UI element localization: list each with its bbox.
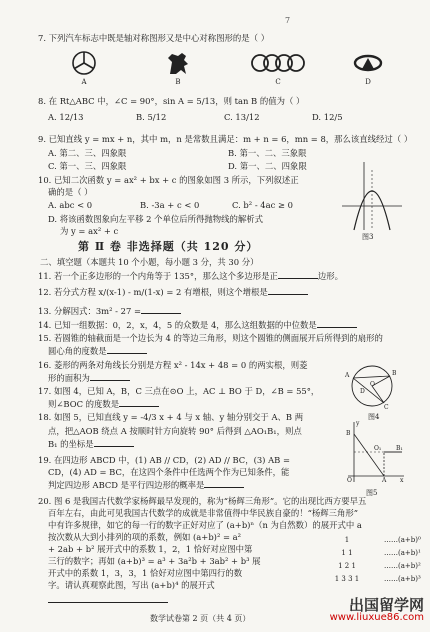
triangle-row-label-0: ……(a+b)⁰ bbox=[384, 536, 421, 544]
question-12: 12. 若分式方程 x/(x-1) - m/(1-x) = 2 有增根，则这个增根是 bbox=[38, 286, 308, 298]
q8-options bbox=[48, 112, 418, 126]
audi-rings-logo-icon bbox=[250, 50, 306, 86]
question-19-line1: 19. 在四边形 ABCD 中，(1) AB // CD，(2) AD // BC，(3) AB = bbox=[38, 455, 290, 465]
triangle-row-label-3: ……(a+b)³ bbox=[384, 575, 421, 583]
question-7: 7. 下列汽车标志中既是轴对称图形又是中心对称图形的是（ ） bbox=[38, 33, 270, 43]
triangle-row-label-1: ……(a+b)¹ bbox=[384, 549, 421, 557]
question-20-line2: 百年左右，由此可见我国古代数学的成就是非常值得中华民族自豪的！“杨辉三角形” bbox=[48, 508, 359, 518]
q12-answer-blank[interactable] bbox=[268, 286, 308, 295]
question-20-line4: 按次数从大到小排列的项的系数，例如 (a+b)² = a² bbox=[48, 532, 241, 542]
question-20-line8: 字。请认真观察此图，写出 (a+b)⁴ 的展开式 bbox=[48, 580, 215, 590]
question-19-line2: CD，(4) AD = BC，在这四个条件中任选两个作为已知条件，能 bbox=[48, 467, 290, 477]
figure-3-parabola bbox=[340, 160, 404, 244]
question-18-line1: 18. 如图 5，已知直线 y = -4/3 x + 4 与 x 轴、y 轴分别交于 A、B 两 bbox=[38, 412, 304, 422]
question-8: 8. 在 Rt△ABC 中，∠C = 90°，sin A = 5/13，则 tan B 的值为（ ） bbox=[38, 96, 305, 106]
figure-5-label: 图5 bbox=[366, 489, 378, 497]
q8-option-a: A. 12/13 bbox=[48, 112, 84, 122]
q10-option-d-line2: 为 y = ax² + c bbox=[60, 226, 119, 236]
fig5-label-x: x bbox=[400, 477, 404, 484]
question-20-line3: 中有许多规律，如它的每一行的数字正好对应了 (a+b)ⁿ（n 为自然数）的展开式中 a bbox=[48, 520, 362, 530]
q9-option-a: A. 第二、三、四象限 bbox=[48, 148, 127, 158]
q15-answer-blank[interactable] bbox=[107, 345, 147, 354]
q8-option-d: D. 12/5 bbox=[312, 112, 343, 122]
question-16-line2: 形的面积为 bbox=[48, 372, 130, 384]
question-20-line6: 三行的数字；再如 (a+b)³ = a³ + 3a²b + 3ab² + b³ 展 bbox=[48, 556, 261, 566]
section-2-title: 第 Ⅱ 卷 非选择题（共 120 分） bbox=[78, 240, 259, 253]
question-20-line5: + 2ab + b² 展开式中的系数 1，2，1 恰好对应图中第 bbox=[48, 544, 253, 554]
infiniti-logo-icon bbox=[346, 50, 390, 86]
q7-label-d: D bbox=[365, 78, 371, 86]
question-17-line2: 则∠BOC 的度数是 bbox=[48, 398, 159, 410]
fig5-label-a: A bbox=[382, 477, 387, 484]
q7-label-b: B bbox=[175, 78, 181, 86]
fig5-label-b: B bbox=[346, 430, 351, 437]
fig4-point-o: O bbox=[370, 381, 375, 388]
q17-answer-blank[interactable] bbox=[119, 398, 159, 407]
triangle-row-label-2: ……(a+b)² bbox=[384, 562, 421, 570]
question-19-line3: 判定四边形 ABCD 是平行四边形的概率是 bbox=[48, 479, 244, 491]
q19-answer-blank[interactable] bbox=[204, 479, 244, 488]
question-15-line2: 圆心角的度数是 bbox=[48, 345, 147, 357]
figure-3-label: 图3 bbox=[362, 233, 374, 241]
q14-answer-blank[interactable] bbox=[317, 319, 357, 328]
q7-label-a: A bbox=[81, 78, 87, 86]
peugeot-lion-logo-icon bbox=[156, 50, 200, 86]
q9-option-d: D. 第一、二、四象限 bbox=[228, 161, 307, 171]
fill-in-intro: 二、填空题（本题共 10 个小题，每小题 3 分，共 30 分） bbox=[40, 257, 259, 267]
triangle-row-2: 1 2 1 bbox=[338, 562, 356, 570]
fig5-label-o: O bbox=[347, 477, 352, 484]
page-footer: 数学试卷第 2 页（共 4 页） bbox=[150, 614, 251, 623]
q11-answer-blank[interactable] bbox=[278, 270, 318, 279]
q9-option-b: B. 第一、二、三象限 bbox=[228, 148, 307, 158]
fig5-label-b1: B₁ bbox=[396, 445, 403, 452]
question-20-line7: 开式中的系数 1，3，3，1 恰好对应图中第四行的数 bbox=[48, 568, 243, 578]
question-14: 14. 已知一组数据：0，2，x，4，5 的众数是 4，那么这组数据的中位数是 bbox=[38, 319, 357, 331]
question-10-line2: 确的是（ ） bbox=[48, 187, 93, 197]
mercedes-logo-icon bbox=[62, 50, 106, 86]
question-15-line1: 15. 若圆锥的轴截面是一个边长为 4 的等边三角形，则这个圆锥的侧面展开后所得到的扇形的 bbox=[38, 333, 383, 343]
triangle-row-1: 1 1 bbox=[341, 549, 353, 557]
q10-option-d-line1: D. 将该函数图象向左平移 2 个单位后所得抛物线的解析式 bbox=[48, 214, 264, 224]
q10-option-b: B. -3a + c < 0 bbox=[140, 200, 200, 210]
q8-option-b: B. 5/12 bbox=[136, 112, 167, 122]
page-number: 7 bbox=[285, 16, 291, 25]
question-13: 13. 分解因式：3m² - 27 = bbox=[38, 305, 181, 317]
question-10-line1: 10. 已知二次函数 y = ax² + bx + c 的图象如图 3 所示，下列叙述正 bbox=[38, 175, 299, 185]
triangle-row-3: 1 3 3 1 bbox=[334, 575, 360, 583]
q8-option-c: C. 13/12 bbox=[224, 112, 260, 122]
figure-4-circle bbox=[340, 362, 404, 422]
fig4-point-b: B bbox=[392, 370, 397, 377]
fig5-label-y: y bbox=[356, 420, 360, 427]
fig4-point-a: A bbox=[345, 372, 350, 379]
triangle-row-0: 1 bbox=[344, 536, 350, 544]
q13-answer-blank[interactable] bbox=[141, 305, 181, 314]
watermark-url: www.liuxue86.com bbox=[329, 612, 424, 623]
q16-answer-blank[interactable] bbox=[90, 372, 130, 381]
yang-hui-triangle-figure bbox=[312, 536, 422, 596]
q10-option-c: C. b² - 4ac ≥ 0 bbox=[232, 200, 293, 210]
fig5-label-o1: O₁ bbox=[374, 445, 382, 452]
q10-options bbox=[48, 200, 348, 240]
question-17-line1: 17. 如图 4，已知 A，B，C 三点在⊙O 上，AC ⊥ BO 于 D，∠B = 55°， bbox=[38, 386, 320, 396]
figure-5-axes bbox=[344, 420, 406, 498]
question-9: 9. 已知直线 y = mx + n，其中 m，n 是常数且满足：m + n = 6，mn = 8，那么该直线经过（ ） bbox=[38, 134, 413, 144]
question-18-line3: B₁ 的坐标是 bbox=[48, 438, 134, 450]
watermark-logo: 出国留学网 bbox=[348, 596, 424, 614]
fig4-point-d: D bbox=[360, 388, 365, 395]
q7-label-c: C bbox=[275, 78, 281, 86]
question-20-line1: 20. 图 6 是我国古代数学家杨辉最早发现的，称为“杨辉三角形”。它的出现比西方要早五 bbox=[38, 496, 367, 506]
q18-answer-blank[interactable] bbox=[94, 438, 134, 447]
figure-4-label: 图4 bbox=[368, 413, 380, 421]
q7-logo-row bbox=[60, 50, 390, 90]
question-20-answer-line[interactable] bbox=[48, 594, 168, 606]
question-18-line2: 点，把△AOB 绕点 A 按顺时针方向旋转 90° 后得到 △AO₁B₁，则点 bbox=[48, 426, 302, 436]
question-11: 11. 若一个正多边形的一个内角等于 135°，那么这个多边形是正 边形。 bbox=[38, 271, 343, 281]
q9-option-c: C. 第一、三、四象限 bbox=[48, 161, 127, 171]
question-16-line1: 16. 菱形的两条对角线长分别是方程 x² - 14x + 48 = 0 的两实根，则菱 bbox=[38, 360, 308, 370]
fig4-point-c: C bbox=[384, 404, 389, 411]
q10-option-a: A. abc < 0 bbox=[48, 200, 93, 210]
